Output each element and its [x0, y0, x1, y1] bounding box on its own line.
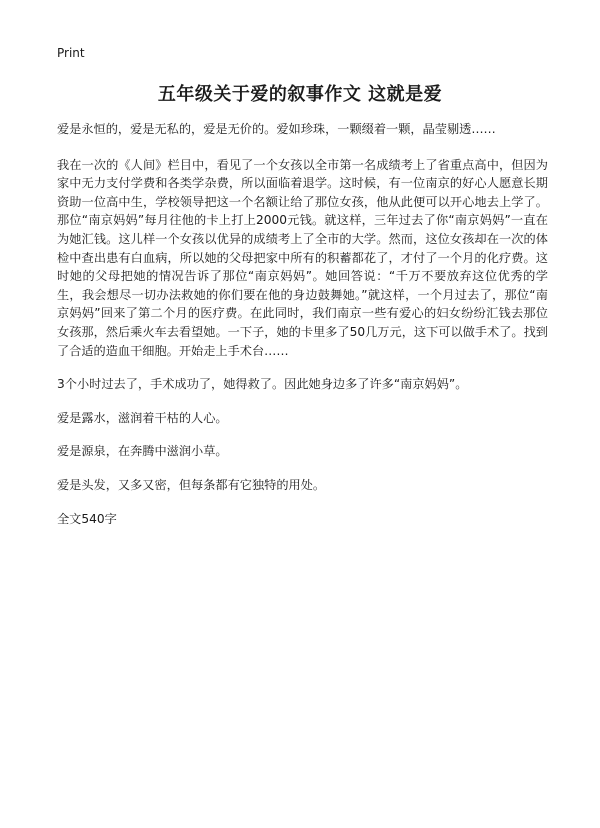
- paragraph: 爱是露水，滋润着干枯的人心。: [57, 410, 228, 425]
- article-body: [57, 120, 548, 543]
- paragraph: 我在一次的《人间》栏目中，看见了一个女孩以全市第一名成绩考上了省重点高中，但因为家中无力支付学费和各类学杂费，所以面临着退学。这时候，有一位南京的好心人愿意长期资助一位高中生，学校领导把这一个名额让给了那位女孩，他从此便可以开心地去上学了。那位“南京妈妈”每月往他的卡上打上2000元钱。就这样，三年过去了你“南京妈妈”一直在为她汇钱。这儿样一个女孩以优异的成绩考上了全市的大学。然而，这位女孩却在一次的体检中查出患有白血病，所以她的父母把家中所有的积蓄都花了，才付了一个月的化疗费。这时她的父母把她的情况告诉了那位“南京妈妈”。她回答说：“千万不要放弃这位优秀的学生，我会想尽一切办法救她的你们要在他的身边鼓舞她。”就这样，一个月过去了，那位“南京妈妈”回来了第二个月的医疗费。在此同时，我们南京一些有爱心的妇女纷纷汇钱去那位女孩那，然后乘火车去看望她。一下子，她的卡里多了50几万元，这下可以做手术了。找到了合适的造血干细胞。开始走上手术台……: [57, 157, 548, 358]
- article-title: 五年级关于爱的叙事作文 这就是爱: [157, 84, 443, 105]
- word-count: 全文540字: [57, 511, 117, 526]
- paragraph: 爱是永恒的，爱是无私的，爱是无价的。爱如珍珠，一颗缀着一颗，晶莹剔透……: [57, 122, 496, 136]
- paragraph: 爱是头发，又多又密，但每条都有它独特的用处。: [57, 477, 326, 492]
- paragraph: 爱是源泉，在奔腾中滋润小草。: [57, 444, 228, 459]
- print-link[interactable]: Print: [57, 46, 85, 60]
- paragraph: 3个小时过去了，手术成功了，她得救了。因此她身边多了许多“南京妈妈”。: [57, 377, 468, 392]
